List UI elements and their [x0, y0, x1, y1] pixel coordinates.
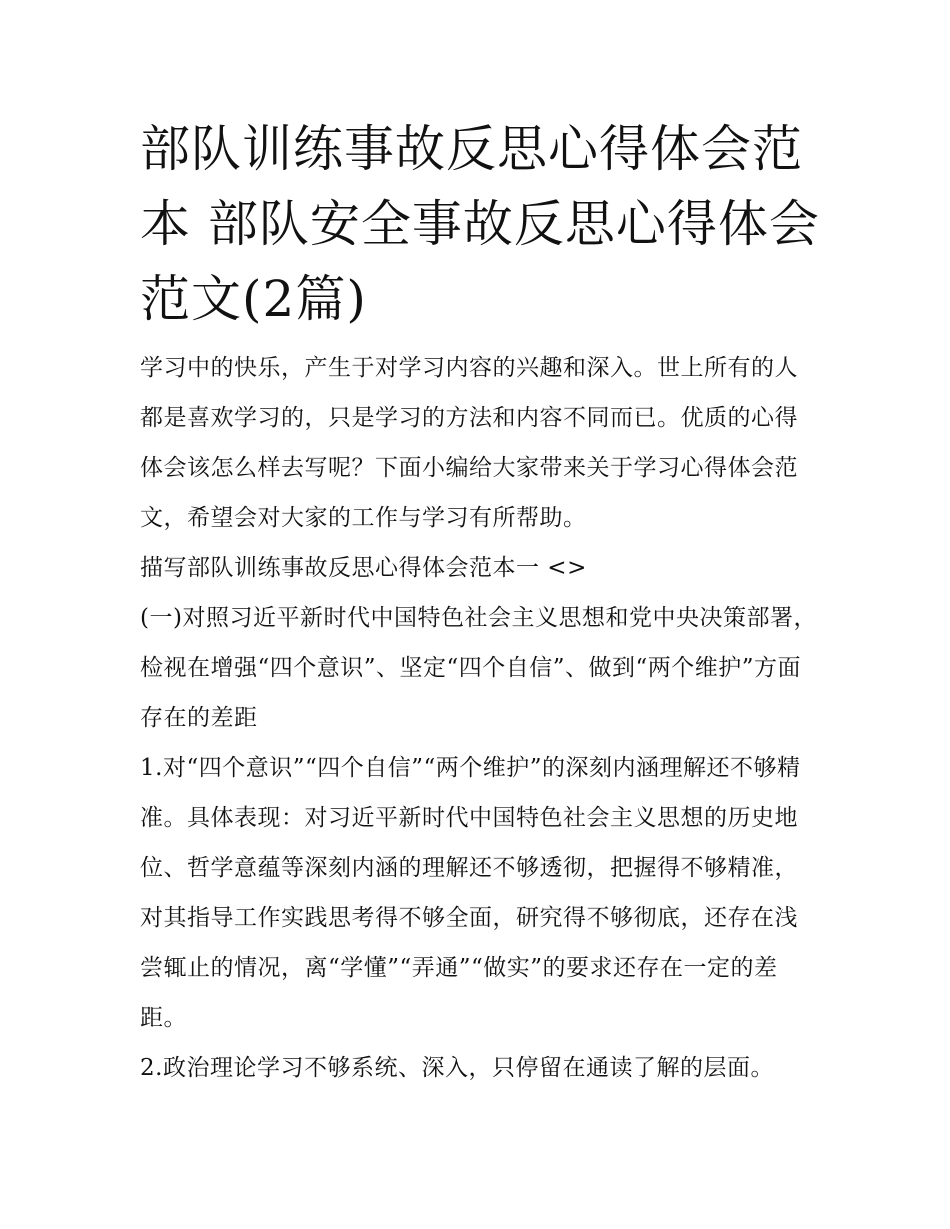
- document-page: [140, 112, 820, 1093]
- paragraph-intro: 学习中的快乐，产生于对学习内容的兴趣和深入。世上所有的人都是喜欢学习的，只是学习的方法和内容不同而已。优质的心得体会该怎么样去写呢？下面小编给大家带来关于学习心得体会范文，希望会对大家的工作与学习有所帮助。: [140, 355, 798, 531]
- paragraph-item-2: 2.政治理论学习不够系统、深入，只停留在通读了解的层面。: [140, 1055, 774, 1081]
- paragraph-section-heading: 描写部队训练事故反思心得体会范本一 <>: [140, 555, 587, 581]
- paragraph-part-one: (一)对照习近平新时代中国特色社会主义思想和党中央决策部署，检视在增强“四个意识”、坚定“四个自信”、做到“两个维护”方面存在的差距: [140, 605, 817, 731]
- document-title: 部队训练事故反思心得体会范本 部队安全事故反思心得体会范文(2篇): [140, 120, 820, 328]
- paragraph-item-1: 1.对“四个意识”“四个自信”“两个维护”的深刻内涵理解还不够精准。具体表现：对习近平新时代中国特色社会主义思想的历史地位、哲学意蕴等深刻内涵的理解还不够透彻，把握得不够精准，对其指导工作实践思考得不够全面，研究得不够彻底，还存在浅尝辄止的情况，离“学懂”“弄通”“做实”的要求还存在一定的差距。: [140, 755, 801, 1031]
